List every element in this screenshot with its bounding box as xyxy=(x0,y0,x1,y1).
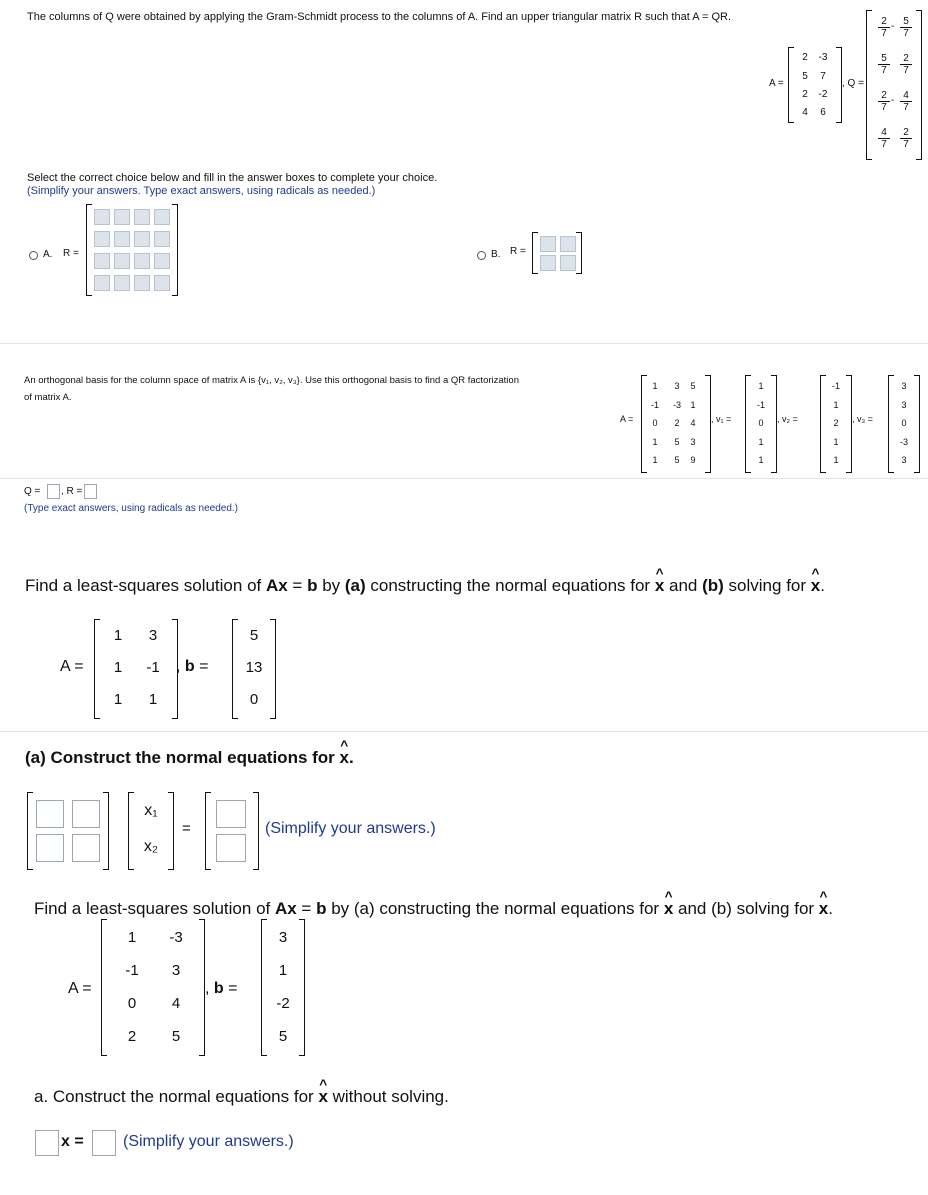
matrix-cell: 6 xyxy=(820,107,826,118)
matrix-cell: 2 xyxy=(674,418,680,428)
matrix-cell: 1 xyxy=(113,691,123,708)
p1-q-label: , Q = xyxy=(842,78,864,89)
matrix-cell: 2 xyxy=(833,418,839,428)
answer-box[interactable] xyxy=(114,253,130,269)
p2-v1-label: , v₁ = xyxy=(711,414,732,424)
answer-box[interactable] xyxy=(114,231,130,247)
divider xyxy=(0,478,928,479)
p2-r-label: , R = xyxy=(61,486,83,497)
answer-box[interactable] xyxy=(154,231,170,247)
matrix-cell: 1 xyxy=(652,381,658,391)
p2-matrix-a xyxy=(641,375,711,473)
matrix-cell: 7 xyxy=(820,71,826,82)
p3-vector-b xyxy=(232,619,276,719)
matrix-cell: 0 xyxy=(127,995,137,1012)
p1-matrix-q xyxy=(866,10,922,160)
p4-matrix-a xyxy=(101,919,205,1056)
matrix-fraction: $\frac{5}{7}$ xyxy=(900,16,912,39)
p2-vector-v2 xyxy=(820,375,852,473)
matrix-fraction: $\frac{4}{7}$ xyxy=(878,127,890,150)
answer-box[interactable] xyxy=(114,209,130,225)
matrix-cell: -3 xyxy=(818,52,828,63)
p1-question: The columns of Q were obtained by applying the Gram-Schmidt process to the columns of A. Find an upper triangular matrix R such that A = QR. xyxy=(27,11,732,23)
answer-box[interactable] xyxy=(134,275,150,291)
matrix-minus-sign: - xyxy=(891,95,895,106)
answer-box[interactable] xyxy=(560,255,576,271)
vector-cell: 5 xyxy=(278,1028,288,1045)
equals-sign: = xyxy=(182,820,191,837)
matrix-cell: 3 xyxy=(674,381,680,391)
normal-eq-rhs-vector xyxy=(205,792,259,870)
p3-hint: (Simplify your answers.) xyxy=(265,820,436,837)
p3-b-label: , b = xyxy=(176,658,209,675)
answer-box[interactable] xyxy=(216,800,246,828)
answer-box[interactable] xyxy=(154,253,170,269)
normal-eq-lhs-matrix xyxy=(27,792,109,870)
choice-a-radio[interactable] xyxy=(29,251,38,260)
answer-box[interactable] xyxy=(134,253,150,269)
p4-vector-b xyxy=(261,919,305,1056)
matrix-cell: 5 xyxy=(674,455,680,465)
matrix-cell: 2 xyxy=(802,52,808,63)
matrix-cell: 2 xyxy=(127,1028,137,1045)
answer-box[interactable] xyxy=(94,209,110,225)
p2-question-line2: of matrix A. xyxy=(24,392,72,403)
matrix-cell: -1 xyxy=(146,659,160,676)
choice-b-r-matrix xyxy=(532,232,582,274)
matrix-cell: 1 xyxy=(652,455,658,465)
normal-eq-lhs-box[interactable] xyxy=(35,1130,59,1156)
p4-question: Find a least-squares solution of Ax = b by (a) constructing the normal equations for ^ x and (b) solving for ^ x. xyxy=(34,899,833,919)
p1-hint: (Simplify your answers. Type exact answers, using radicals as needed.) xyxy=(27,185,376,197)
p4-b-label: , b = xyxy=(205,980,238,997)
matrix-cell: 1 xyxy=(148,691,158,708)
vector-cell: 13 xyxy=(245,659,263,676)
matrix-cell: -1 xyxy=(831,381,840,391)
matrix-fraction: $\frac{5}{7}$ xyxy=(878,53,890,76)
matrix-fraction: $\frac{2}{7}$ xyxy=(878,16,890,39)
matrix-cell: -3 xyxy=(899,436,908,447)
p4-hint: (Simplify your answers.) xyxy=(123,1133,294,1150)
matrix-cell: -1 xyxy=(650,399,659,410)
choice-a-r-label: R = xyxy=(63,248,79,259)
matrix-cell: 3 xyxy=(901,455,907,465)
answer-box[interactable] xyxy=(94,231,110,247)
choice-b-label: B. xyxy=(491,249,501,260)
matrix-cell: -3 xyxy=(672,399,681,410)
matrix-cell: 4 xyxy=(171,995,181,1012)
x1-symbol: x₁ xyxy=(144,802,158,819)
matrix-cell: 1 xyxy=(758,381,764,391)
q-answer-box[interactable] xyxy=(47,484,60,499)
answer-box[interactable] xyxy=(154,275,170,291)
p3-matrix-a xyxy=(94,619,178,719)
p1-matrix-a xyxy=(788,47,842,123)
matrix-cell: 3 xyxy=(901,381,907,391)
p3-question: Find a least-squares solution of Ax = b by (a) constructing the normal equations for ^ x and (b) solving for ^ x. xyxy=(25,576,825,596)
answer-box[interactable] xyxy=(134,231,150,247)
matrix-fraction: $\frac{2}{7}$ xyxy=(878,90,890,113)
matrix-cell: 0 xyxy=(652,418,658,428)
r-answer-box[interactable] xyxy=(84,484,97,499)
p2-question-line1: An orthogonal basis for the column space of matrix A is {v₁, v₂, v₃}. Use this orthogonal basis to find a QR factorization xyxy=(24,375,519,386)
answer-box[interactable] xyxy=(114,275,130,291)
answer-box[interactable] xyxy=(154,209,170,225)
answer-box[interactable] xyxy=(36,834,64,862)
p2-v2-label: , v₂ = xyxy=(777,414,798,424)
answer-box[interactable] xyxy=(94,253,110,269)
matrix-cell: 1 xyxy=(833,399,839,410)
p4-x-label: x = xyxy=(61,1133,84,1150)
answer-box[interactable] xyxy=(72,834,100,862)
p3-part-a: (a) Construct the normal equations for ^ x. xyxy=(25,748,354,768)
matrix-fraction: $\frac{4}{7}$ xyxy=(900,90,912,113)
matrix-cell: 2 xyxy=(802,89,808,100)
vector-cell: 1 xyxy=(278,962,288,979)
vector-cell: 0 xyxy=(249,691,259,708)
matrix-cell: 5 xyxy=(690,381,696,391)
vector-cell: 5 xyxy=(249,627,259,644)
choice-b-r-label: R = xyxy=(510,246,526,257)
matrix-cell: 3 xyxy=(901,399,907,410)
matrix-fraction: $\frac{2}{7}$ xyxy=(900,53,912,76)
matrix-cell: 1 xyxy=(833,455,839,465)
matrix-cell: 1 xyxy=(833,436,839,447)
matrix-cell: -1 xyxy=(125,962,139,979)
x-vector xyxy=(128,792,174,870)
answer-box[interactable] xyxy=(36,800,64,828)
matrix-cell: 1 xyxy=(758,436,764,447)
p4-a-label: A = xyxy=(68,980,92,997)
matrix-minus-sign: - xyxy=(891,21,895,32)
matrix-fraction: $\frac{2}{7}$ xyxy=(900,127,912,150)
answer-box[interactable] xyxy=(540,255,556,271)
p2-v3-label: , v₃ = xyxy=(852,414,873,424)
answer-box[interactable] xyxy=(540,236,556,252)
divider xyxy=(0,343,928,344)
matrix-cell: 4 xyxy=(802,107,808,118)
answer-box[interactable] xyxy=(560,236,576,252)
matrix-cell: 9 xyxy=(690,455,696,465)
matrix-cell: 5 xyxy=(171,1028,181,1045)
answer-box[interactable] xyxy=(134,209,150,225)
p2-q-label: Q = xyxy=(24,486,41,497)
p4-part-a: a. Construct the normal equations for ^ x without solving. xyxy=(34,1087,449,1107)
matrix-cell: 1 xyxy=(690,399,696,410)
p2-hint: (Type exact answers, using radicals as needed.) xyxy=(24,503,238,514)
matrix-cell: 1 xyxy=(652,436,658,447)
vector-cell: 3 xyxy=(278,929,288,946)
matrix-cell: 0 xyxy=(901,418,907,428)
matrix-cell: 1 xyxy=(127,929,137,946)
matrix-cell: 0 xyxy=(758,418,764,428)
normal-eq-rhs-box[interactable] xyxy=(92,1130,116,1156)
vector-cell: -2 xyxy=(276,995,290,1012)
p1-instruction: Select the correct choice below and fill in the answer boxes to complete your choice. xyxy=(27,172,438,184)
matrix-cell: -2 xyxy=(818,89,828,100)
matrix-cell: 3 xyxy=(171,962,181,979)
matrix-cell: 3 xyxy=(690,436,696,447)
matrix-cell: 5 xyxy=(802,71,808,82)
choice-b-radio[interactable] xyxy=(477,251,486,260)
matrix-cell: 4 xyxy=(690,418,696,428)
answer-box[interactable] xyxy=(94,275,110,291)
choice-a-label: A. xyxy=(43,249,53,260)
x2-symbol: x₂ xyxy=(143,838,159,855)
choice-a-r-matrix xyxy=(86,204,178,296)
matrix-cell: 1 xyxy=(113,659,123,676)
p3-a-label: A = xyxy=(60,658,84,675)
divider xyxy=(0,731,928,732)
matrix-cell: 1 xyxy=(113,627,123,644)
p2-vector-v1 xyxy=(745,375,777,473)
matrix-cell: 3 xyxy=(148,627,158,644)
answer-box[interactable] xyxy=(72,800,100,828)
matrix-cell: 1 xyxy=(758,455,764,465)
p1-a-label: A = xyxy=(769,78,784,89)
answer-box[interactable] xyxy=(216,834,246,862)
matrix-cell: 5 xyxy=(674,436,680,447)
p2-a-label: A = xyxy=(620,414,634,424)
matrix-cell: -1 xyxy=(756,399,765,410)
p2-vector-v3 xyxy=(888,375,920,473)
matrix-cell: -3 xyxy=(169,929,183,946)
